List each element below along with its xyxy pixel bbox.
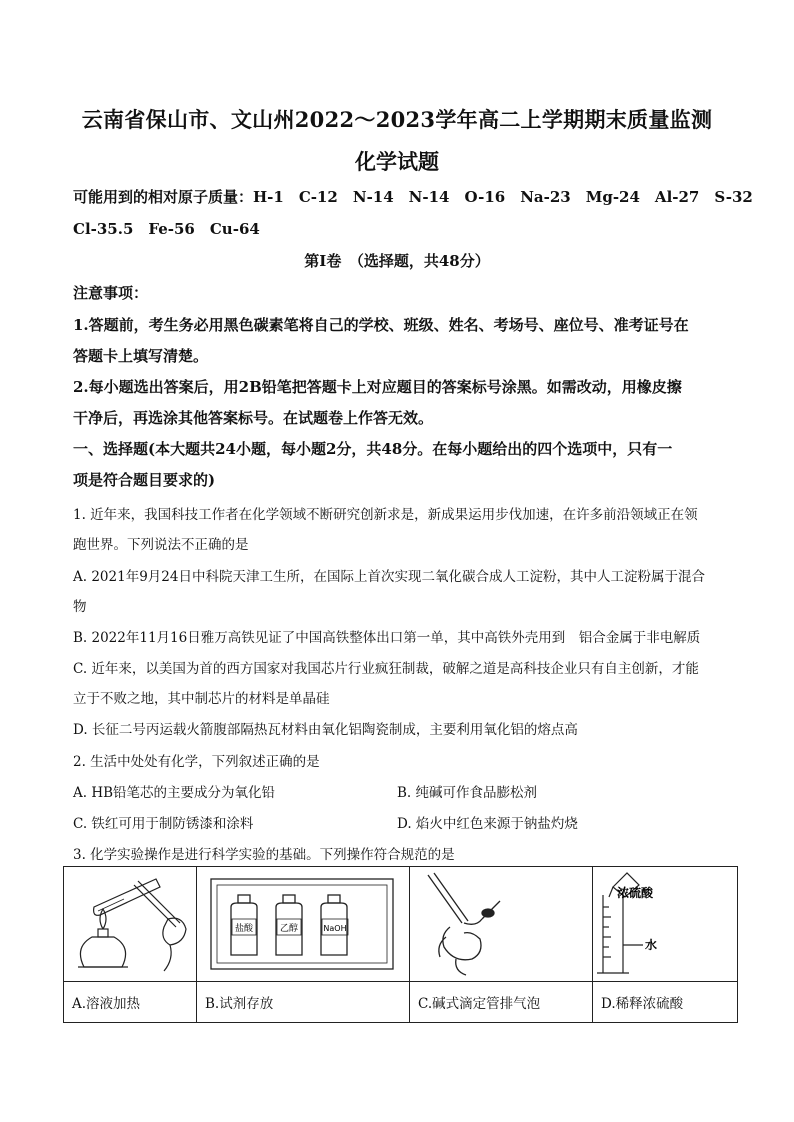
bottle-label-ethanol: 乙醇	[279, 924, 299, 934]
heating-test-tube-figure	[64, 867, 196, 981]
volume-heading: 第Ⅰ卷 （选择题，共48分）	[304, 252, 490, 270]
burette-bubble-figure	[410, 867, 592, 981]
q1-option-d: D. 长征二号丙运载火箭腹部隔热瓦材料由氧化铝陶瓷制成，主要利用氧化铝的熔点高	[73, 722, 578, 738]
q2-stem: 2. 生活中处处有化学，下列叙述正确的是	[73, 754, 320, 770]
dilute-acid-figure	[593, 867, 737, 981]
notice-1-line2: 答题卡上填写清楚。	[73, 347, 209, 365]
q1-option-c-line2: 立于不败之地，其中制芯片的材料是单晶硅	[73, 691, 330, 707]
water-label: 水	[645, 938, 658, 952]
notice-2-line1: 2.每小题选出答案后，用2B铅笔把答题卡上对应题目的答案标号涂黑。如需改动，用橡皮擦	[73, 378, 682, 396]
figure-c-caption: C.碱式滴定管排气泡	[410, 982, 593, 1023]
notice-2-line2: 干净后，再选涂其他答案标号。在试题卷上作答无效。	[73, 409, 434, 427]
part1-heading-line1: 一、选择题(本大题共24小题，每小题2分，共48分。在每小题给出的四个选项中，只有一	[73, 440, 673, 458]
q2-option-b: B. 纯碱可作食品膨松剂	[397, 785, 538, 801]
concentrated-acid-label: 浓硫酸	[617, 886, 654, 900]
q2-option-d: D. 焰火中红色来源于钠盐灼烧	[397, 816, 578, 832]
notice-1-line1: 1.答题前，考生务必用黑色碳素笔将自己的学校、班级、姓名、考场号、座位号、准考证号在	[73, 316, 689, 334]
q1-stem-line1: 1. 近年来，我国科技工作者在化学领域不断研究创新求是，新成果运用步伐加速，在许多前沿领域正在领	[73, 507, 698, 523]
bottle-label-hcl: 盐酸	[234, 924, 254, 934]
atomic-masses-line2: Cl-35.5 Fe-56 Cu-64	[73, 220, 260, 238]
q1-option-a-line2: 物	[73, 599, 87, 615]
q1-stem-line2: 跑世界。下列说法不正确的是	[73, 537, 249, 553]
figure-a-caption: A.溶液加热	[64, 982, 197, 1023]
figure-a-cell	[64, 867, 197, 982]
atomic-masses-line1: 可能用到的相对原子质量：H-1 C-12 N-14 N-14 O-16 Na-23 Mg-24 Al-27 S-32	[73, 188, 753, 206]
exam-title: 云南省保山市、文山州2022～2023学年高二上学期期末质量监测	[81, 107, 713, 132]
notice-heading: 注意事项：	[73, 284, 149, 302]
q2-option-a: A. HB铅笔芯的主要成分为氧化铅	[73, 785, 276, 801]
reagent-cabinet-figure	[197, 867, 409, 981]
q1-option-a-line1: A. 2021年9月24日中科院天津工生所，在国际上首次实现二氧化碳合成人工淀粉，其中人工淀粉属于混合	[73, 569, 705, 585]
figure-b-caption: B.试剂存放	[197, 982, 410, 1023]
figure-d-cell	[593, 867, 738, 982]
figure-d-caption: D.稀释浓硫酸	[593, 982, 738, 1023]
q3-stem: 3. 化学实验操作是进行科学实验的基础。下列操作符合规范的是	[73, 847, 455, 863]
part1-heading-line2: 项是符合题目要求的)	[73, 471, 216, 489]
bottle-label-naoh: NaOH	[323, 924, 347, 933]
figure-b-cell	[197, 867, 410, 982]
q3-figure-table	[63, 866, 738, 1023]
exam-subtitle: 化学试题	[355, 149, 439, 174]
q1-option-b: B. 2022年11月16日雅万高铁见证了中国高铁整体出口第一单，其中高铁外壳用到 铝合金属于非电解质	[73, 630, 701, 646]
figure-c-cell	[410, 867, 593, 982]
q1-option-c-line1: C. 近年来，以美国为首的西方国家对我国芯片行业疯狂制裁，破解之道是高科技企业只有自主创新，才能	[73, 661, 699, 677]
q2-option-c: C. 铁红可用于制防锈漆和涂料	[73, 816, 254, 832]
